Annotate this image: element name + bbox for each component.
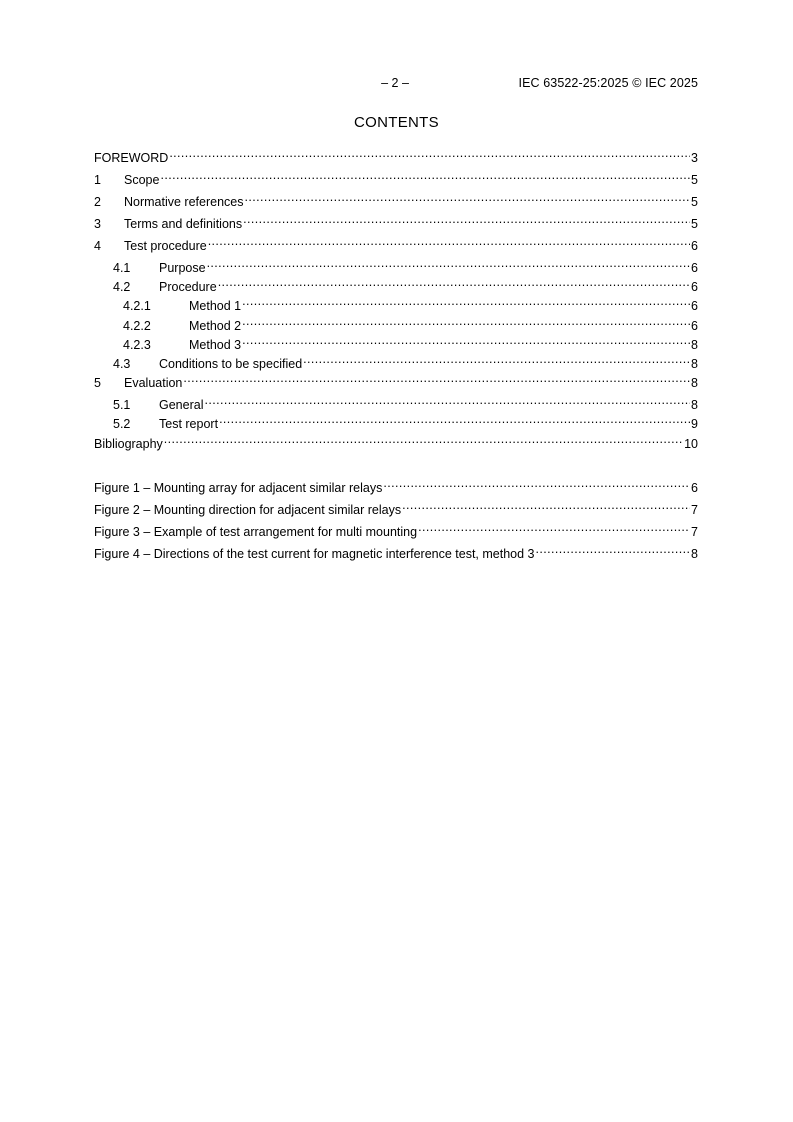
leader-dots <box>383 475 690 492</box>
figure-entry-title: Figure 3 – Example of test arrangement for multi mounting <box>94 525 418 539</box>
toc-entry-page: 8 <box>691 338 698 352</box>
toc-entry-title: Evaluation <box>124 376 183 390</box>
figure-entry-title: Figure 2 – Mounting direction for adjacent similar relays <box>94 503 402 517</box>
figure-entry-title: Figure 1 – Mounting array for adjacent similar relays <box>94 481 383 495</box>
figure-entry-1[interactable] <box>94 475 698 495</box>
leader-dots <box>418 519 690 536</box>
toc-entry-page: 8 <box>691 398 698 412</box>
toc-entry-number: 5 <box>94 376 101 390</box>
figure-entry-page: 7 <box>691 525 698 539</box>
toc-entry-title: Test procedure <box>124 239 207 253</box>
toc-entry-number: 4 <box>94 239 101 253</box>
toc-entry-number: 4.2.3 <box>123 338 151 352</box>
leader-dots <box>208 233 690 250</box>
toc-entry-title: Method 3 <box>189 338 242 352</box>
toc-entry-number: 4.3 <box>113 357 131 371</box>
toc-entry-page: 5 <box>691 217 698 231</box>
toc-entry-number: 5.2 <box>113 417 131 431</box>
toc-entry-terms-definitions[interactable] <box>94 211 698 231</box>
toc-entry-page: 6 <box>691 239 698 253</box>
figure-entry-page: 7 <box>691 503 698 517</box>
toc-entry-page: 3 <box>691 151 698 165</box>
leader-dots <box>164 431 683 448</box>
figure-entry-title: Figure 4 – Directions of the test current for magnetic interference test, method 3 <box>94 547 535 561</box>
leader-dots <box>183 370 690 387</box>
toc-entry-number: 4.2.2 <box>123 319 151 333</box>
figure-entry-page: 6 <box>691 481 698 495</box>
toc-entry-title: General <box>159 398 204 412</box>
toc-entry-number: 5.1 <box>113 398 131 412</box>
toc-entry-bibliography[interactable] <box>94 431 698 451</box>
toc-entry-title: Conditions to be specified <box>159 357 303 371</box>
toc-entry-page: 10 <box>684 437 698 451</box>
figure-entry-2[interactable] <box>94 497 698 517</box>
document-reference: IEC 63522-25:2025 © IEC 2025 <box>518 76 698 90</box>
toc-entry-page: 8 <box>691 376 698 390</box>
toc-entry-title: Test report <box>159 417 219 431</box>
toc-entry-number: 4.2 <box>113 280 131 294</box>
toc-entry-page: 5 <box>691 173 698 187</box>
toc-entry-page: 6 <box>691 319 698 333</box>
toc-entry-foreword[interactable] <box>94 145 698 165</box>
page-number: – 2 – <box>381 76 409 90</box>
leader-dots <box>219 411 690 428</box>
toc-entry-page: 9 <box>691 417 698 431</box>
toc-entry-number: 1 <box>94 173 101 187</box>
toc-entry-number: 3 <box>94 217 101 231</box>
toc-entry-page: 5 <box>691 195 698 209</box>
toc-entry-title: Method 1 <box>189 299 242 313</box>
leader-dots <box>536 541 691 558</box>
leader-dots <box>245 189 691 206</box>
figure-entry-3[interactable] <box>94 519 698 539</box>
toc-entry-page: 6 <box>691 280 698 294</box>
leader-dots <box>402 497 690 514</box>
leader-dots <box>160 167 690 184</box>
toc-entry-page: 6 <box>691 261 698 275</box>
toc-entry-test-report[interactable] <box>94 411 698 431</box>
leader-dots <box>204 392 690 409</box>
toc-entry-general[interactable] <box>94 392 698 412</box>
toc-entry-page: 8 <box>691 357 698 371</box>
toc-entry-number: 4.2.1 <box>123 299 151 313</box>
leader-dots <box>242 332 690 349</box>
figure-entry-page: 8 <box>691 547 698 561</box>
toc-entry-title: Scope <box>124 173 160 187</box>
toc-entry-method-1[interactable] <box>94 293 698 313</box>
toc-entry-title: Method 2 <box>189 319 242 333</box>
toc-entry-method-2[interactable] <box>94 313 698 333</box>
toc-entry-evaluation[interactable] <box>94 370 698 390</box>
leader-dots <box>242 293 690 310</box>
toc-entry-title: Normative references <box>124 195 244 209</box>
toc-entry-method-3[interactable] <box>94 332 698 352</box>
toc-entry-scope[interactable] <box>94 167 698 187</box>
toc-entry-purpose[interactable] <box>94 255 698 275</box>
toc-entry-title: Purpose <box>159 261 206 275</box>
contents-title: CONTENTS <box>354 114 439 131</box>
toc-entry-conditions[interactable] <box>94 351 698 371</box>
leader-dots <box>303 351 690 368</box>
toc-entry-test-procedure[interactable] <box>94 233 698 253</box>
toc-entry-title: Procedure <box>159 280 217 294</box>
toc-entry-title: Bibliography <box>94 437 163 451</box>
toc-entry-title: Terms and definitions <box>124 217 243 231</box>
toc-entry-page: 6 <box>691 299 698 313</box>
toc-entry-normative-references[interactable] <box>94 189 698 209</box>
leader-dots <box>218 274 690 291</box>
leader-dots <box>207 255 690 272</box>
toc-entry-title: FOREWORD <box>94 151 169 165</box>
figure-entry-4[interactable] <box>94 541 698 561</box>
leader-dots <box>242 313 690 330</box>
toc-entry-number: 4.1 <box>113 261 131 275</box>
toc-entry-procedure[interactable] <box>94 274 698 294</box>
leader-dots <box>243 211 690 228</box>
toc-entry-number: 2 <box>94 195 101 209</box>
leader-dots <box>169 145 690 162</box>
